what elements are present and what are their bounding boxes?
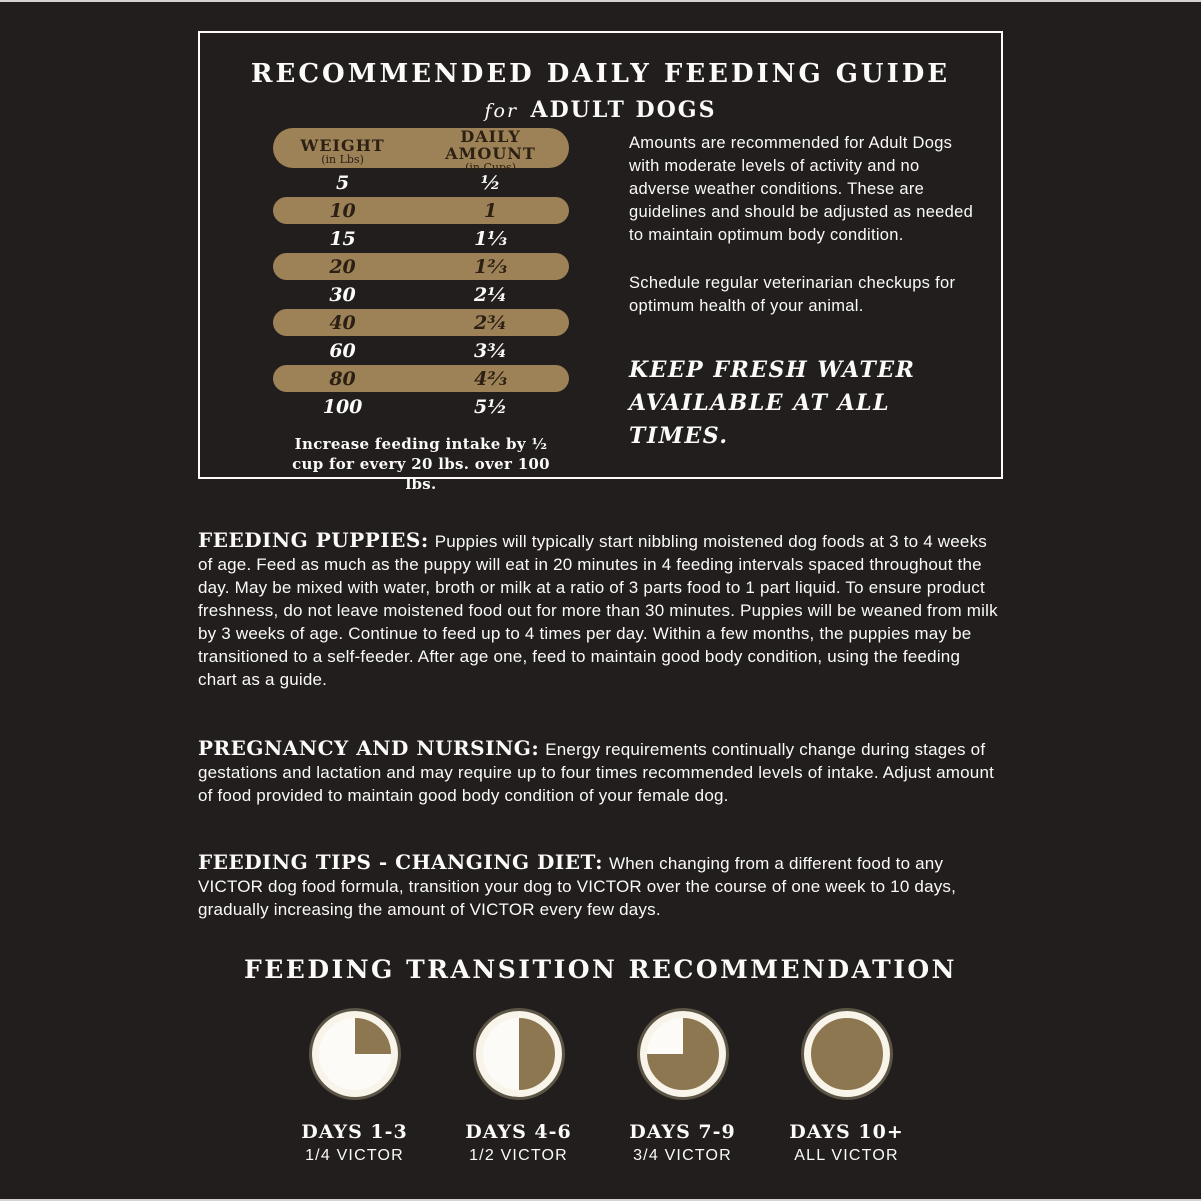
- table-row: [273, 225, 569, 252]
- transition-days-label: DAYS 7-9: [629, 1121, 736, 1143]
- amount-cell: 1⅓: [474, 227, 507, 250]
- daily-amount-column-header: DAILY AMOUNT (in Cups): [445, 127, 536, 174]
- guide-note: Amounts are recommended for Adult Dogs with moderate levels of activity and no adverse weather conditions. These are guidelines and should be adjusted as needed to maintain optimum body condition.: [629, 134, 974, 244]
- section-body: When changing from a different food to any VICTOR dog food formula, transition your dog to VICTOR over the course of one week to 10 days, gradually increasing the amount of VICTOR every few days.: [198, 854, 957, 919]
- feeding-table: [273, 128, 569, 494]
- weight-cell: 100: [322, 395, 363, 418]
- transition-amount-label: 3/4 VICTOR: [633, 1147, 732, 1164]
- section-feeding-puppies: [198, 529, 998, 691]
- weight-cell: 30: [329, 283, 356, 306]
- weight-cell: 5: [335, 171, 350, 194]
- transition-item: [601, 1008, 765, 1165]
- amount-cell: 5½: [474, 395, 508, 418]
- subtitle-audience: ADULT DOGS: [530, 97, 717, 123]
- weight-cell: 60: [329, 339, 356, 362]
- weight-column-header: WEIGHT (in Lbs): [300, 135, 385, 166]
- pie-chart-three-quarter-icon: [640, 1011, 726, 1097]
- transition-amount-label: 1/2 VICTOR: [469, 1147, 568, 1164]
- weight-cell: 80: [329, 367, 356, 390]
- table-footnote: Increase feeding intake by ½ cup for every 20 lbs. over 100 lbs.: [292, 435, 550, 493]
- weight-cell: 15: [329, 227, 356, 250]
- table-row: [273, 281, 569, 308]
- table-row: [273, 393, 569, 420]
- amount-cell: 2¾: [474, 311, 508, 334]
- transition-amount-label: ALL VICTOR: [794, 1147, 899, 1164]
- transition-days-label: DAYS 10+: [789, 1121, 904, 1143]
- subtitle-prefix: for: [484, 100, 519, 122]
- amount-cell: 2¼: [474, 283, 508, 306]
- transition-items: [0, 1008, 1201, 1165]
- water-notice: KEEP FRESH WATER AVAILABLE AT ALL TIMES.: [629, 357, 916, 449]
- section-body: Energy requirements continually change during stages of gestations and lactation and may require up to four times recommended levels of intake. Adjust amount of food provided to maintain good body condition of your female dog.: [198, 740, 995, 805]
- section-pregnancy-nursing: [198, 737, 998, 807]
- guide-notes: [629, 132, 979, 453]
- table-row: [273, 337, 569, 364]
- pie-chart-quarter-icon: [312, 1011, 398, 1097]
- weight-cell: 10: [329, 199, 356, 222]
- transition-item: [765, 1008, 929, 1165]
- transition-amount-label: 1/4 VICTOR: [305, 1147, 404, 1164]
- section-body: Puppies will typically start nibbling moistened dog foods at 3 to 4 weeks of age. Feed as much as the puppy will eat in 20 minutes in 4 feeding intervals spaced throughout the day. May be mixed with water, broth or milk at a ratio of 3 parts food to 1 part liquid. To ensure product freshness, do not leave moistened food out for more than 30 minutes. Puppies will be weaned from milk by 3 weeks of age. Continue to feed up to 4 times per day. Within a few months, the puppies may be transitioned to a self-feeder. After age one, feed to maintain good body condition, using the feeding chart as a guide.: [198, 532, 998, 689]
- feeding-guide-subtitle: [200, 97, 1001, 123]
- transition-title: FEEDING TRANSITION RECOMMENDATION: [243, 955, 958, 984]
- amount-cell: 3¾: [474, 339, 508, 362]
- daily-feeding-guide-box: [198, 31, 1003, 493]
- table-row: [273, 169, 569, 196]
- feeding-guide-title: RECOMMENDED DAILY FEEDING GUIDE: [250, 59, 951, 89]
- amount-cell: 4⅔: [474, 367, 507, 390]
- table-row: [273, 309, 569, 336]
- section-heading: FEEDING TIPS - CHANGING DIET:: [198, 850, 604, 874]
- transition-days-label: DAYS 4-6: [465, 1121, 572, 1143]
- pie-chart-full-icon: [804, 1011, 890, 1097]
- transition-days-label: DAYS 1-3: [301, 1121, 408, 1143]
- amount-cell: 1⅔: [474, 255, 507, 278]
- table-row: [273, 253, 569, 280]
- amount-cell: 1: [483, 199, 498, 222]
- section-heading: FEEDING PUPPIES:: [198, 528, 429, 552]
- table-row: [273, 365, 569, 392]
- pie-chart-half-icon: [476, 1011, 562, 1097]
- feeding-table-header: [273, 127, 569, 174]
- section-feeding-tips: [198, 851, 998, 921]
- table-row: [273, 197, 569, 224]
- section-heading: PREGNANCY AND NURSING:: [198, 736, 540, 760]
- transition-item: [273, 1008, 437, 1165]
- amount-cell: ½: [480, 171, 501, 194]
- guide-note: Schedule regular veterinarian checkups for optimum health of your animal.: [629, 274, 956, 315]
- weight-cell: 20: [329, 255, 356, 278]
- weight-cell: 40: [329, 311, 356, 334]
- transition-item: [437, 1008, 601, 1165]
